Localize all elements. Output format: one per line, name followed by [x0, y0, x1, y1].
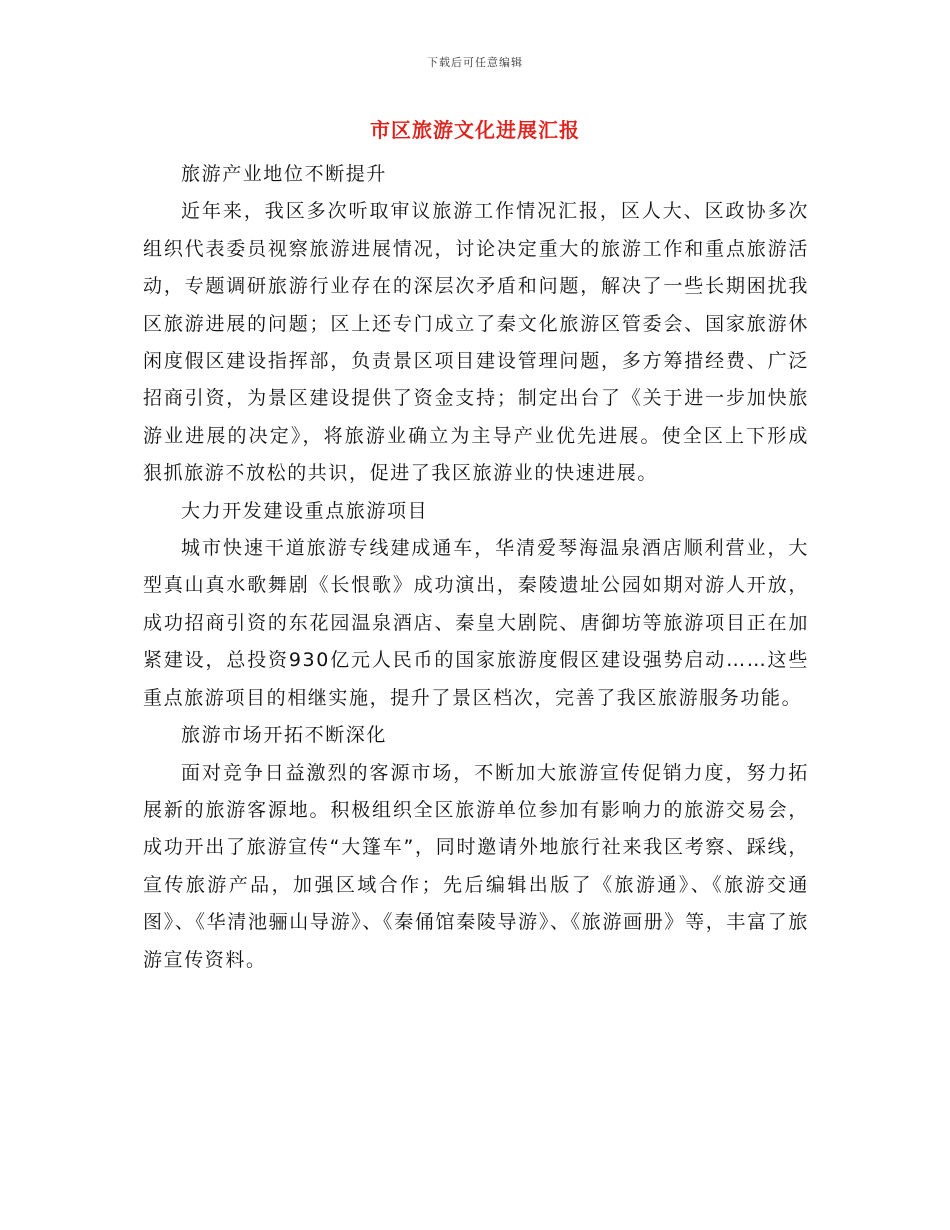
document-title: 市区旅游文化进展汇报 — [370, 118, 580, 142]
section-paragraph-key-projects: 城市快速干道旅游专线建成通车，华清爱琴海温泉酒店顺利营业，大型真山真水歌舞剧《长恨歌》成功演出，秦陵遗址公园如期对游人开放，成功招商引资的东花园温泉酒店、秦皇大剧院、唐御坊等旅游项目正在加紧建设，总投资930亿元人民币的国家旅游度假区建设强势启动……这些重点旅游项目的相继实施，提升了景区档次，完善了我区旅游服务功能。 — [143, 537, 809, 709]
document-body — [143, 156, 809, 979]
section-paragraph-market-expansion: 面对竞争日益激烈的客源市场，不断加大旅游宣传促销力度，努力拓展新的旅游客源地。积极组织全区旅游单位参加有影响力的旅游交易会，成功开出了旅游宣传“大篷车”，同时邀请外地旅行社来我区考察、踩线，宣传旅游产品，加强区域合作；先后编辑出版了《旅游通》、《旅游交通图》、《华清池骊山导游》、《秦俑馆秦陵导游》、《旅游画册》等，丰富了旅游宣传资料。 — [143, 761, 809, 971]
section-heading-key-projects: 大力开发建设重点旅游项目 — [181, 499, 429, 522]
section-heading-market-expansion: 旅游市场开拓不断深化 — [181, 724, 388, 747]
header-note: 下载后可任意编辑 — [427, 56, 523, 69]
section-paragraph-industry-status: 近年来，我区多次听取审议旅游工作情况汇报，区人大、区政协多次组织代表委员视察旅游进展情况，讨论决定重大的旅游工作和重点旅游活动，专题调研旅游行业存在的深层次矛盾和问题，解决了一些长期困扰我区旅游进展的问题；区上还专门成立了秦文化旅游区管委会、国家旅游休闲度假区建设指挥部，负责景区项目建设管理问题，多方筹措经费、广泛招商引资，为景区建设提供了资金支持；制定出台了《关于进一步加快旅游业进展的决定》，将旅游业确立为主导产业优先进展。使全区上下形成狠抓旅游不放松的共识，促进了我区旅游业的快速进展。 — [143, 200, 809, 485]
section-heading-industry-status: 旅游产业地位不断提升 — [181, 163, 388, 185]
